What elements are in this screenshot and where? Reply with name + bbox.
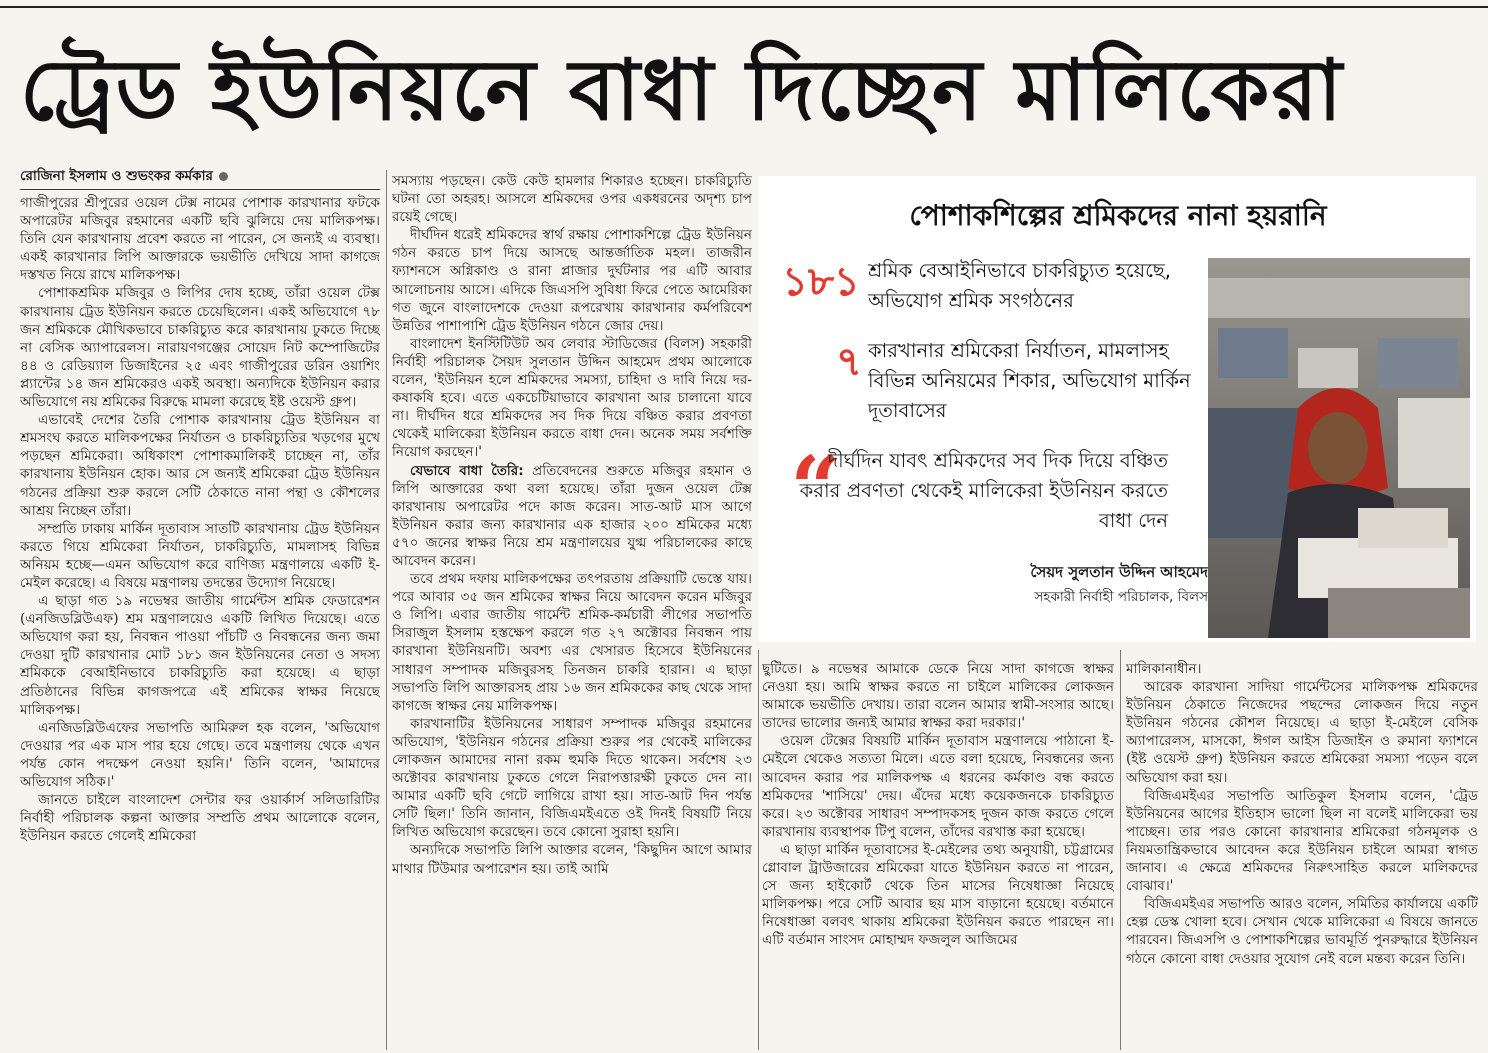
pull-quote: দীর্ঘদিন যাবৎ শ্রমিকদের সব দিক দিয়ে বঞ্চিত করার প্রবণতা থেকেই মালিকেরা ইউনিয়ন করতে বাধা দেন: [799, 449, 1168, 532]
paragraph: পোশাকশ্রমিক মজিবুর ও লিপির দোষ হচ্ছে, তাঁরা ওয়েল টেক্স কারখানায় ট্রেড ইউনিয়ন করতে চেয়েছিলেন। একই অভিযোগে ৭৮ জন শ্রমিককে মৌখিকভাবে চাকরিচ্যুত করে কারখানায় ঢুকতে দিচ্ছে না বেসিক অ্যাপারেলস। নারায়ণগঞ্জের সোয়েদ নিট কম্পোজিটের ৪৪ ও রেডিয়্যাল ডিজাইনের ২৫ এবং গাজীপুরের ডরিন ওয়াশিং প্ল্যান্টের ১৪ জন শ্রমিকেরও একই অবস্থা। অন্যদিকে ইউনিয়ন করার অভিযোগে নয় শ্রমিকের বিরুদ্ধে মামলা করেছে ইষ্ট ওয়েস্ট গ্রুপ।: [20, 285, 380, 411]
paragraph: এ ছাড়া মার্কিন দূতাবাসের ই-মেইলের তথ্য অনুযায়ী, চট্টগ্রামের গ্লোবাল ট্রাউজারের শ্রমিকেরা যাতে ইউনিয়ন করতে না পারেন, সে জন্য হাইকোর্ট থেকে তিন মাসের নিষেধাজ্ঞা নিয়েছে মালিকপক্ষ। পরে সেটি আবার ছয় মাস বাড়ানো হয়েছে। বর্তমানে নিষেধাজ্ঞা বলবৎ থাকায় শ্রমিকেরা ইউনিয়ন করতে পারছেন না। এটি বর্তমান সাংসদ মোহাম্মদ ফজলুল আজিমের: [762, 841, 1114, 949]
infographic-title: পোশাকশিল্পের শ্রমিকদের নানা হয়রানি: [909, 199, 1327, 232]
article-column-2: [392, 172, 752, 1050]
stat-number: ১৮১: [782, 259, 860, 305]
quote-mark-icon: “: [790, 436, 841, 540]
article-column-4: [1126, 660, 1478, 1050]
stat-text: শ্রমিক বেআইনিভাবে চাকরিচ্যুত হয়েছে, অভিযোগ শ্রমিক সংগঠনের: [868, 259, 1171, 312]
column-divider: [386, 170, 387, 1050]
paragraph: তবে প্রথম দফায় মালিকপক্ষের তৎপরতায় প্রক্রিয়াটি ভেস্তে যায়। পরে আবার ৩৫ জন শ্রমিকের স্বাক্ষর নিয়ে আবেদন করেন মজিবুর ও লিপি। এবার জাতীয় গার্মেন্ট শ্রমিক-কর্মচারী লীগের সভাপতি সিরাজুল ইসলাম হস্তক্ষেপ করলে গত ২৭ অক্টোবর নিবন্ধন পায় কারখানা ইউনিয়নটি। অবশ্য এর খেসারত হিসেবে ইউনিয়নের সাধারণ সম্পাদক মজিবুরসহ তিনজন চাকরি হারান। এ ছাড়া সভাপতি লিপি আক্তারসহ প্রায় ১৬ জন শ্রমিককের কাছ থেকে সাদা কাগজে স্বাক্ষর নেয় মালিকপক্ষ।: [392, 571, 752, 714]
worker-photo-illustration: [1208, 258, 1470, 638]
paragraph: বিজিএমইএর সভাপতি আতিকুল ইসলাম বলেন, 'ট্রেড ইউনিয়নের আগের ইতিহাস ভালো ছিল না বলেই মালিকেরা ভয় পাচ্ছেন। তার পরও কোনো কারখানার শ্রমিকেরা গঠনমূলক ও নিয়মতান্ত্রিকভাবে আবেদন করে ইউনিয়ন চাইলে আমরা স্বাগত জানাব। এ ক্ষেত্রে শ্রমিকদের নিরুৎসাহিত করলে মালিকদের বোঝাব।': [1126, 787, 1478, 895]
paragraph: জানতে চাইলে বাংলাদেশ সেন্টার ফর ওয়ার্কার্স সলিডারিটির নির্বাহী পরিচালক কল্পনা আক্তার সম্প্রতি প্রথম আলোকে বলেন, ইউনিয়ন করতে গেলেই শ্রমিকেরা: [20, 792, 380, 845]
top-rule: [0, 6, 1488, 8]
paragraph: ছুটিতে। ৯ নভেম্বর আমাকে ডেকে নিয়ে সাদা কাগজে স্বাক্ষর নেওয়া হয়। আমি স্বাক্ষর করতে না চাইলে মালিকের লোকজন আমাকে ভয়ভীতি দেখায়। তারা বলেন আমার স্বামী-সংসার আছে। তাদের ভালোর জন্যই আমার স্বাক্ষর করা দরকার।': [762, 661, 1114, 732]
paragraph: মালিকানাধীন।: [1126, 661, 1202, 677]
byline: [20, 166, 385, 186]
byline-rule: [20, 189, 380, 190]
byline-dot-icon: [219, 172, 228, 181]
paragraph: দীর্ঘদিন ধরেই শ্রমিকদের স্বার্থ রক্ষায় পোশাকশিল্পে ট্রেড ইউনিয়ন গঠন করতে চাপ দিয়ে আসছে আন্তর্জাতিক মহল। তাজরীন ফ্যাশনসে অগ্নিকাণ্ড ও রানা প্লাজার দুর্ঘটনার পর এটি আবার আলোচনায় আসে। এদিকে জিএসপি সুবিধা ফিরে পেতে আমেরিকা গত জুনে বাংলাদেশকে দেওয়া রূপরেখায় কারখানার কর্মপরিবেশ উন্নতির পাশাপাশি ট্রেড ইউনিয়ন গঠনে জোর দেয়।: [392, 227, 752, 334]
column-divider: [758, 650, 759, 1050]
paragraph: এনজিডব্লিউএফের সভাপতি আমিরুল হক বলেন, 'অভিযোগ দেওয়ার পর এক মাস পার হয়ে গেছে। তবে মন্ত্রণালয় থেকে এখন পর্যন্ত কোন পদক্ষেপ নেওয়া হয়নি।' তিনি বলেন, 'আমাদের অভিযোগ সঠিক।': [20, 719, 380, 790]
byline-text: রোজিনা ইসলাম ও শুভংকর কর্মকার: [20, 168, 213, 184]
paragraph: সমস্যায় পড়ছেন। কেউ কেউ হামলার শিকারও হচ্ছেন। চাকরিচ্যুতি ঘটনা তো অহরহ। আসলে শ্রমিকদের ওপর একধরনের অদৃশ্য চাপ রয়েই গেছে।: [392, 173, 752, 226]
quote-role: সহকারী নির্বাহী পরিচালক, বিলস: [1034, 589, 1208, 605]
paragraph: সম্প্রতি ঢাকায় মার্কিন দূতাবাস সাতটি কারখানায় ট্রেড ইউনিয়ন করতে গিয়ে শ্রমিকেরা নির্যাতন, চাকরিচ্যুতি, মামলাসহ বিভিন্ন অনিয়ম হচ্ছে—এমন অভিযোগ করে বাণিজ্য মন্ত্রণালয়ে একটি ই-মেইল করেছে। এ বিষয়ে মন্ত্রণালয় তদন্তের উদ্যোগ নিয়েছে।: [20, 520, 380, 591]
headline: ট্রেড ইউনিয়নে বাধা দিচ্ছেন মালিকেরা: [20, 41, 1345, 139]
paragraph: বাংলাদেশ ইনস্টিটিউট অব লেবার স্টাডিজের (বিলস) সহকারী নির্বাহী পরিচালক সৈয়দ সুলতান উদ্দিন আহমেদ প্রথম আলোকে বলেন, 'ইউনিয়ন হলে শ্রমিকদের সমস্যা, চাহিদা ও দাবি নিয়ে দর-কষাকষি হবে। এতে একচেটিয়াভাবে কারখানা আর চালানো যাবে না। দীর্ঘদিন ধরে শ্রমিকদের সব দিক দিয়ে বঞ্চিত করার প্রবণতা থেকেই মালিকেরা ইউনিয়ন করতে বাধা দেন। অনেক সময় সর্বশক্তি নিয়োগ করছেন।': [392, 335, 752, 461]
paragraph-text: প্রতিবেদনের শুরুতে মজিবুর রহমান ও লিপি আক্তারের কথা বলা হয়েছে। তাঁরা দুজন ওয়েল টেক্স কারখানায় অপারেটর পদে কাজ করেন। সাত-আট মাস আগে ইউনিয়ন করার জন্য কারখানার এক হাজার ২০০ শ্রমিকের মধ্যে ৫৭০ জনের স্বাক্ষর নিয়ে শ্রম মন্ত্রণালয়ের যুগ্ম পরিচালকের কাছে আবেদন করেন।: [392, 462, 752, 569]
worker-photo: [1208, 258, 1470, 638]
paragraph: বিজিএমইএর সভাপতি আরও বলেন, সমিতির কার্যালয়ে একটি হেল্প ডেস্ক খোলা হবে। সেখান থেকে মালিকেরা এ বিষয়ে জানতে পারবেন। জিএসপি ও পোশাকশিল্পের ভাবমূর্তি পুনরুদ্ধারে ইউনিয়ন গঠনে কোনো বাধা দেওয়ার সুযোগ নেই বলে মন্তব্য করেন তিনি।: [1126, 896, 1478, 967]
paragraph: এভাবেই দেশের তৈরি পোশাক কারখানায় ট্রেড ইউনিয়ন বা শ্রমসংঘ করতে মালিকপক্ষের নির্যাতন ও চাকরিচ্যুতির খড়গের মুখে পড়ছেন শ্রমিকেরা। অধিকাংশ পোশাকমালিকই চাচ্ছেন না, তাঁর কারখানায় ইউনিয়ন হোক। আর সে জন্যই শ্রমিকেরা ট্রেড ইউনিয়ন গঠনের প্রক্রিয়া শুরু করলে সেটি ঠেকাতে নানা পন্থা ও কৌশলের আশ্রয় নিচ্ছেন তাঁরা।: [20, 412, 380, 519]
paragraph: ওয়েল টেক্সের বিষয়টি মার্কিন দূতাবাস মন্ত্রণালয়ে পাঠানো ই-মেইলে থেকেও সত্যতা মিলে। এতে বলা হয়েছে, নিবন্ধনের জন্য আবেদন করার পর মালিকপক্ষ এ ধরনের কর্মকাণ্ড বন্ধ করতে শ্রমিকদের 'শাসিয়ে' দেয়। এঁদের মধ্যে কয়েকজনকে চাকরিচ্যুত করে। ২৩ অক্টোবর সাধারণ সম্পাদকসহ দুজন কাজ করতে গেলে কারখানায় ব্যবস্থাপক টিপু বলেন, তাঁদের বরখাস্ত করা হয়েছে।: [762, 733, 1114, 840]
infographic-box: [758, 176, 1476, 642]
stat-text: কারখানার শ্রমিকেরা নির্যাতন, মামলাসহ বিভিন্ন অনিয়মের শিকার, অভিযোগ মার্কিন দূতাবাসের: [868, 339, 1191, 422]
paragraph: অন্যদিকে সভাপতি লিপি আক্তার বলেন, 'কিছুদিন আগে আমার মাথার টিউমার অপারেশন হয়। তাই আমি: [392, 842, 752, 877]
paragraph: এ ছাড়া গত ১৯ নভেম্বর জাতীয় গার্মেন্টস শ্রমিক ফেডারেশন (এনজিডব্লিউএফ) শ্রম মন্ত্রণালয়েও একটি লিখিত দিয়েছে। এতে অভিযোগ করা হয়, নিবন্ধন পাওয়া পাঁচটি ও নিবন্ধনের জন্য জমা দেওয়া দুটি কারখানার মোট ১৮১ জন ইউনিয়নের নেতা ও সদস্য শ্রমিককে বেআইনিভাবে চাকরিচ্যুতি করা হয়েছে। এ ছাড়া প্রতিষ্ঠানের বিভিন্ন কাগজপত্রে এই শ্রমিকের স্বাক্ষর নিয়েছে মালিকপক্ষ।: [20, 593, 380, 718]
paragraph: কারখানাটির ইউনিয়নের সাধারণ সম্পাদক মজিবুর রহমানের অভিযোগ, 'ইউনিয়ন গঠনের প্রক্রিয়া শুরুর পর থেকেই মালিকের লোকজন আমাদের নানা রকম হুমকি দিতে থাকেন। সর্বশেষ ২৩ অক্টোবর কারখানায় ঢুকতে গেলে নিরাপত্তারক্ষী ঢুকতে দেন না। আমার একটি ছবি গেটে লাগিয়ে রাখা হয়। সাত-আট দিন পর্যন্ত সেটি ছিল।' তিনি জানান, বিজিএমইএতে ওই দিনই বিষয়টি নিয়ে লিখিত অভিযোগ করেছেন। তবে কোনো সুরাহা হয়নি।: [392, 715, 752, 841]
column-divider: [1120, 650, 1121, 1050]
quote-person: সৈয়দ সুলতান উদ্দিন আহমেদ: [1030, 563, 1208, 581]
article-column-1: [20, 194, 380, 1050]
stat-number: ৭: [836, 339, 863, 385]
paragraph: আরেক কারখানা সাদিয়া গার্মেন্টসের মালিকপক্ষ শ্রমিকদের ইউনিয়ন ঠেকাতে নিজেদের পছন্দের লোকজন দিয়ে নতুন ইউনিয়ন গঠনের কৌশল নিয়েছে। এ ছাড়া ই-মেইলে বেসিক অ্যাপারেলস, মাসকো, ঈগল আইস ডিজাইন ও রুমানা ফ্যাশনে (ইষ্ট ওয়েস্ট গ্রুপ) ইউনিয়ন করতে শ্রমিকেরা সমস্যা পড়েন বলে অভিযোগ করা হয়।: [1126, 679, 1478, 786]
paragraph: [392, 462, 752, 571]
article-column-3: [762, 660, 1114, 1050]
paragraph: গাজীপুরের শ্রীপুরের ওয়েল টেক্স নামের পোশাক কারখানার ফটকে অপারেটর মজিবুর রহমানের একটি ছবি ঝুলিয়ে দেয় মালিকপক্ষ। তিনি যেন কারখানায় প্রবেশ করতে না পারেন, সে জন্যই এ ব্যবস্থা। একই কারখানার লিপি আক্তারকে ভয়ভীতি দেখিয়ে সাদা কাগজে দস্তখত নিয়ে রাখে মালিকপক্ষ।: [20, 195, 380, 284]
subheading: যেভাবে বাধা তৈরি:: [410, 462, 524, 479]
